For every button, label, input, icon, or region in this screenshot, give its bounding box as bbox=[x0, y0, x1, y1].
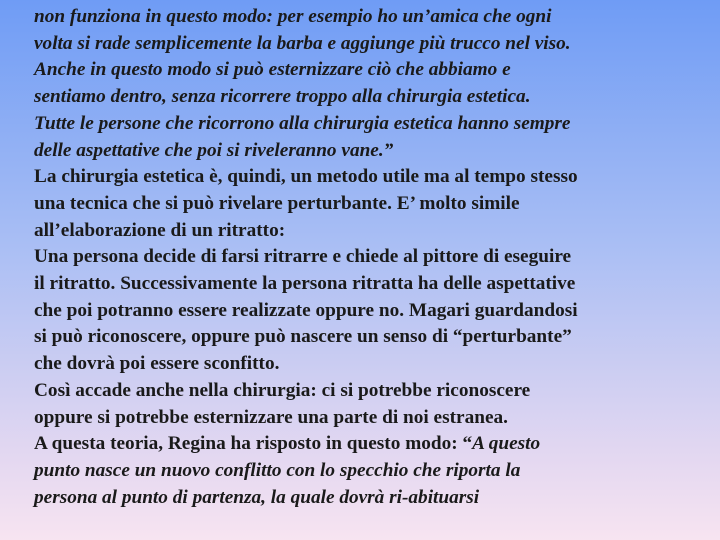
text-line bbox=[34, 351, 716, 378]
text-segment: oppure si potrebbe esternizzare una parte di noi estranea. bbox=[34, 406, 508, 428]
text-line bbox=[34, 324, 716, 351]
text-line bbox=[34, 164, 716, 191]
text-line bbox=[34, 138, 716, 165]
text-segment: A questa teoria, Regina ha risposto in questo modo: “ bbox=[34, 433, 473, 455]
text-segment: Tutte le persone che ricorrono alla chirurgia estetica hanno sempre bbox=[34, 112, 571, 134]
text-segment: sentiamo dentro, senza ricorrere troppo alla chirurgia estetica. bbox=[34, 86, 531, 108]
text-segment: all’elaborazione di un ritratto: bbox=[34, 219, 286, 241]
text-segment: La chirurgia estetica è, quindi, un metodo utile ma al tempo stesso bbox=[34, 166, 578, 188]
text-segment: Una persona decide di farsi ritrarre e chiede al pittore di eseguire bbox=[34, 246, 572, 268]
text-line bbox=[34, 191, 716, 218]
slide-text bbox=[34, 4, 716, 511]
text-segment: il ritratto. Successivamente la persona ritratta ha delle aspettative bbox=[34, 273, 576, 295]
text-paragraph bbox=[34, 378, 716, 431]
text-line bbox=[34, 218, 716, 245]
text-line bbox=[34, 57, 716, 84]
text-segment: che dovrà poi essere sconfitto. bbox=[34, 353, 280, 375]
text-paragraph bbox=[34, 4, 716, 111]
text-paragraph bbox=[34, 111, 716, 164]
text-segment: Anche in questo modo si può esternizzare ciò che abbiamo e bbox=[34, 59, 511, 81]
text-line bbox=[34, 485, 716, 512]
text-line bbox=[34, 111, 716, 138]
text-line bbox=[34, 431, 716, 458]
text-line bbox=[34, 84, 716, 111]
text-paragraph bbox=[34, 244, 716, 378]
text-segment: volta si rade semplicemente la barba e aggiunge più trucco nel viso. bbox=[34, 32, 571, 54]
text-line bbox=[34, 378, 716, 405]
text-line bbox=[34, 298, 716, 325]
text-line bbox=[34, 244, 716, 271]
text-segment: si può riconoscere, oppure può nascere un senso di “perturbante” bbox=[34, 326, 572, 348]
text-line bbox=[34, 271, 716, 298]
text-segment: che poi potranno essere realizzate oppure no. Magari guardandosi bbox=[34, 299, 578, 321]
text-segment: delle aspettative che poi si riveleranno vane.” bbox=[34, 139, 394, 161]
text-paragraph bbox=[34, 431, 716, 511]
text-line bbox=[34, 31, 716, 58]
text-paragraph bbox=[34, 164, 716, 244]
text-line bbox=[34, 458, 716, 485]
text-segment: non funziona in questo modo: per esempio ho un’amica che ogni bbox=[34, 6, 552, 27]
text-line bbox=[34, 405, 716, 432]
text-segment: punto nasce un nuovo conflitto con lo specchio che riporta la bbox=[34, 459, 521, 481]
text-segment: A questo bbox=[472, 433, 541, 455]
text-segment: una tecnica che si può rivelare perturbante. E’ molto simile bbox=[34, 192, 520, 214]
text-segment: Così accade anche nella chirurgia: ci si potrebbe riconoscere bbox=[34, 379, 531, 401]
text-line bbox=[34, 4, 716, 31]
text-segment: persona al punto di partenza, la quale dovrà ri-abituarsi bbox=[34, 486, 480, 508]
